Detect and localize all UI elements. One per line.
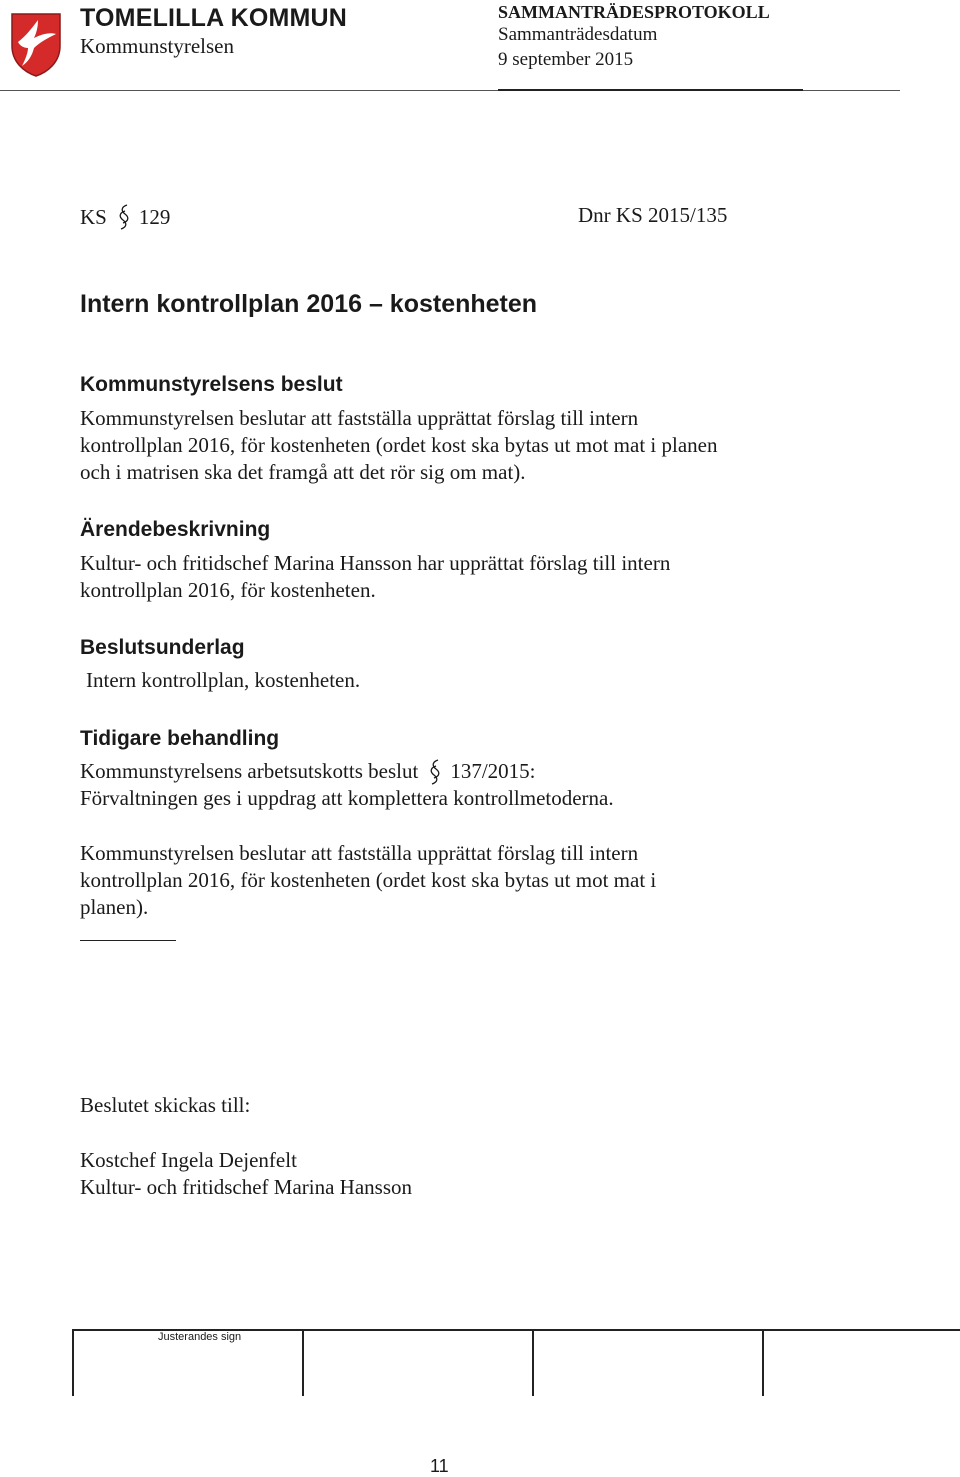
document-type: SAMMANTRÄDESPROTOKOLL (498, 2, 770, 22)
signature-box-divider (532, 1329, 534, 1396)
description-text (80, 550, 670, 604)
signature-box-divider (762, 1329, 764, 1396)
distribution-label: Beslutet skickas till: (80, 1093, 251, 1117)
section-end-rule (80, 940, 176, 941)
recipient: Kultur- och fritidschef Marina Hansson (80, 1175, 412, 1199)
case-number: 129 (138, 204, 171, 229)
header-divider-accent (498, 89, 803, 91)
signature-box-divider (302, 1329, 304, 1396)
signature-box-divider (72, 1329, 74, 1396)
earlier-handling-heading: Tidigare behandling (80, 727, 280, 750)
text-line: kontrollplan 2016, för kostenheten (ordet kost ska bytas ut mot mat i (80, 868, 657, 892)
registration-number: Dnr KS 2015/135 (578, 203, 728, 227)
municipal-shield-bird-icon (8, 12, 64, 78)
text-line: Kommunstyrelsen beslutar att fastställa upprättat förslag till intern (80, 406, 639, 430)
recipient-list (80, 1147, 412, 1201)
section-mark-icon (428, 758, 442, 786)
page-number: 11 (430, 1456, 449, 1476)
decision-heading: Kommunstyrelsens beslut (80, 373, 343, 396)
signature-label: Justerandes sign (158, 1331, 242, 1343)
text-line: kontrollplan 2016, för kostenheten (ordet kost ska bytas ut mot mat i planen (80, 433, 718, 457)
description-heading: Ärendebeskrivning (80, 518, 271, 541)
text-line: planen). (80, 895, 149, 919)
text-line: och i matrisen ska det framgå att det rör sig om mat). (80, 460, 526, 484)
basis-heading: Beslutsunderlag (80, 636, 245, 659)
section-mark-icon (117, 203, 131, 231)
recipient: Kostchef Ingela Dejenfelt (80, 1148, 297, 1172)
text-line: Kommunstyrelsen beslutar att fastställa upprättat förslag till intern (80, 841, 639, 865)
document-title: Intern kontrollplan 2016 – kostenheten (80, 290, 538, 318)
text-segment: Kommunstyrelsens arbetsutskotts beslut (80, 759, 419, 783)
meeting-date-label: Sammanträdesdatum (498, 24, 658, 45)
final-decision-text (80, 840, 656, 921)
decision-text (80, 405, 717, 486)
case-ks-label: KS (80, 204, 107, 229)
organization-name: TOMELILLA KOMMUN (80, 4, 348, 32)
text-line: kontrollplan 2016, för kostenheten. (80, 578, 376, 602)
text-line: Kultur- och fritidschef Marina Hansson har upprättat förslag till intern (80, 551, 671, 575)
earlier-handling-text (80, 758, 614, 812)
text-line: Förvaltningen ges i uppdrag att komplettera kontrollmetoderna. (80, 786, 614, 810)
text-segment: 137/2015: (450, 759, 536, 783)
meeting-date: 9 september 2015 (498, 49, 634, 70)
organization-unit: Kommunstyrelsen (80, 34, 234, 58)
basis-text: Intern kontrollplan, kostenheten. (86, 668, 361, 692)
case-reference (80, 203, 170, 231)
text-line (80, 758, 614, 785)
